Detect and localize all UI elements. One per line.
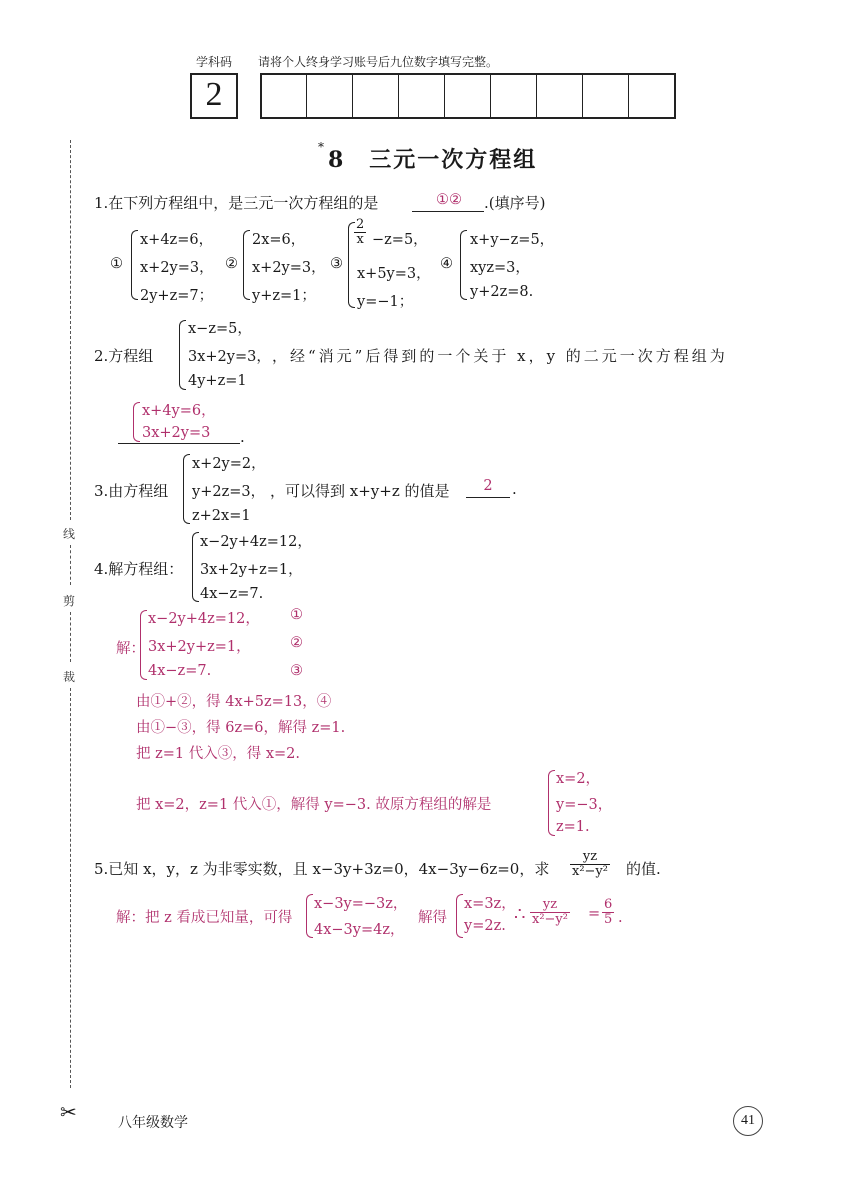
q4-eq-1: x−2y+4z=12， [200,534,312,550]
cut-line-seg-2 [70,612,71,662]
q5-end: . [618,910,623,926]
side-line-char: 线 [63,527,76,541]
q4-brace [192,532,199,602]
q2-eq-1: x−z=5， [188,321,252,337]
q4-final-x: x=2， [556,771,601,787]
q4-eq-3: 4x−z=7. [200,586,264,602]
q4-sol-eq-2: 3x+2y+z=1， [148,639,251,655]
therefore-symbol: ∴ [514,904,526,925]
frac-den: x²−y² [532,912,568,927]
equation: x+4z=6， [140,232,214,248]
equation: x+5y=3， [357,266,431,282]
frac-num: 2 [356,217,365,232]
q1-tail: .(填序号) [484,194,546,212]
q2-end: . [240,428,245,446]
q4-step-1: 由①+②，得 4x+5z=13，④ [136,694,332,710]
page-number: 41 [733,1106,763,1136]
q3-eq-3: z+2x=1 [192,508,251,524]
q3-answer: 2 [483,478,493,494]
q5-result-x: x=3z， [464,896,516,912]
q4-eq-2: 3x+2y+z=1， [200,562,303,578]
q4-sol-eq-3: 4x−z=7. [148,663,212,679]
equation: x+2y=3， [140,260,214,276]
q3-mid: ，可以得到 x+y+z 的值是 [270,482,450,500]
q3-eq-2: y+2z=3， [192,484,266,500]
q5-result-y: y=2z. [464,918,506,934]
fraction [354,218,366,247]
q5-sol-brace [306,894,313,938]
cut-line-top [70,140,71,520]
q4-final-z: z=1. [556,819,590,835]
system-label: ② [225,256,238,272]
q2-answer-2: 3x+2y=3 [142,425,211,441]
q2-mid: ，经“消元”后得到的一个关于 x，y 的二元一次方程组为 [272,347,728,365]
equation: −z=5， [372,232,428,248]
q4-solution-label: 解： [116,641,145,657]
frac-den: x [356,232,364,247]
frac-num: yz [530,898,570,913]
q1-answer: ①② [436,192,462,208]
q3-eq-1: x+2y=2， [192,456,266,472]
brace [131,230,138,300]
q4-sol-eq-1: x−2y+4z=12， [148,611,260,627]
q5-sol-prefix: 解：把 z 看成已知量，可得 [116,910,293,926]
q1-blank-line [412,211,484,212]
equation: y+z=1； [252,288,316,304]
system-label: ③ [330,256,343,272]
q5-result-brace [456,894,463,938]
q2-brace [179,320,186,390]
q4-final-prefix: 把 x=2，z=1 代入①，解得 y=−3. 故原方程组的解是 [136,797,492,813]
equation: x+y−z=5， [470,232,555,248]
brace [460,230,467,300]
q2-prefix: 2.方程组 [94,347,154,365]
q4-mark-2: ② [290,635,303,651]
q5-stem: 5.已知 x，y，z 为非零实数，且 x−3y+3z=0，4x−3y−6z=0，求 [94,860,550,878]
q2-blank-line [118,443,240,444]
q4-step-2: 由①−③，得 6z=6，解得 z=1. [136,720,346,736]
q5-sol-eq-2: 4x−3y=4z， [314,922,405,938]
equation: y=−1； [357,294,414,310]
q5-fraction [570,850,610,879]
side-crop-char: 裁 [63,670,76,684]
brace [243,230,250,300]
q5-sol-eq-1: x−3y=−3z， [314,896,408,912]
subject-code-label: 学科码 [196,55,233,69]
q5-value-fraction [602,898,614,927]
equation: x+2y=3， [252,260,326,276]
frac-den: 5 [604,912,613,927]
q3-brace [183,454,190,524]
system-label: ④ [440,256,453,272]
q4-prefix: 4.解方程组： [94,560,184,578]
q2-answer-1: x+4y=6， [142,403,216,419]
q5-sol-mid: 解得 [418,910,447,926]
equation: 2y+z=7； [140,288,214,304]
q5-tail: 的值. [626,860,661,878]
equation: 2x=6， [252,232,306,248]
equation: y+2z=8. [470,284,534,300]
footer-grade: 八年级数学 [118,1114,188,1130]
q3-end: . [512,480,517,498]
q2-eq-3: 4y+z=1 [188,373,247,389]
q2-answer-brace [133,402,140,442]
q1-stem: 1.在下列方程组中，是三元一次方程组的是 [94,194,379,212]
q4-final-brace [548,770,555,836]
q4-solution-brace [140,610,147,680]
scissors-icon: ✂ [60,1100,77,1124]
optional-star: * [318,140,324,154]
q2-eq-2: 3x+2y=3， [188,349,271,365]
q5-equals: = [588,906,601,922]
q4-step-3: 把 z=1 代入③，得 x=2. [136,746,301,762]
q3-prefix: 3.由方程组 [94,482,169,500]
q3-blank-line [466,497,510,498]
frac-num: 6 [604,897,613,912]
q4-mark-1: ① [290,607,303,623]
cut-line-seg-1 [70,545,71,585]
frac-num: yz [570,850,610,865]
equation: xyz=3， [470,260,530,276]
q4-final-y: y=−3， [556,797,613,813]
q5-result-fraction [530,898,570,927]
subject-code-box: 2 [190,73,238,119]
digit-grid-frame[interactable] [260,73,676,119]
system-label: ① [110,256,123,272]
section-title: 8 三元一次方程组 [328,147,538,173]
cut-line-bottom [70,688,71,1088]
side-cut-char: 剪 [63,594,76,608]
q4-mark-3: ③ [290,663,303,679]
frac-den: x²−y² [572,864,608,879]
instruction-text: 请将个人终身学习账号后九位数字填写完整。 [258,55,499,69]
